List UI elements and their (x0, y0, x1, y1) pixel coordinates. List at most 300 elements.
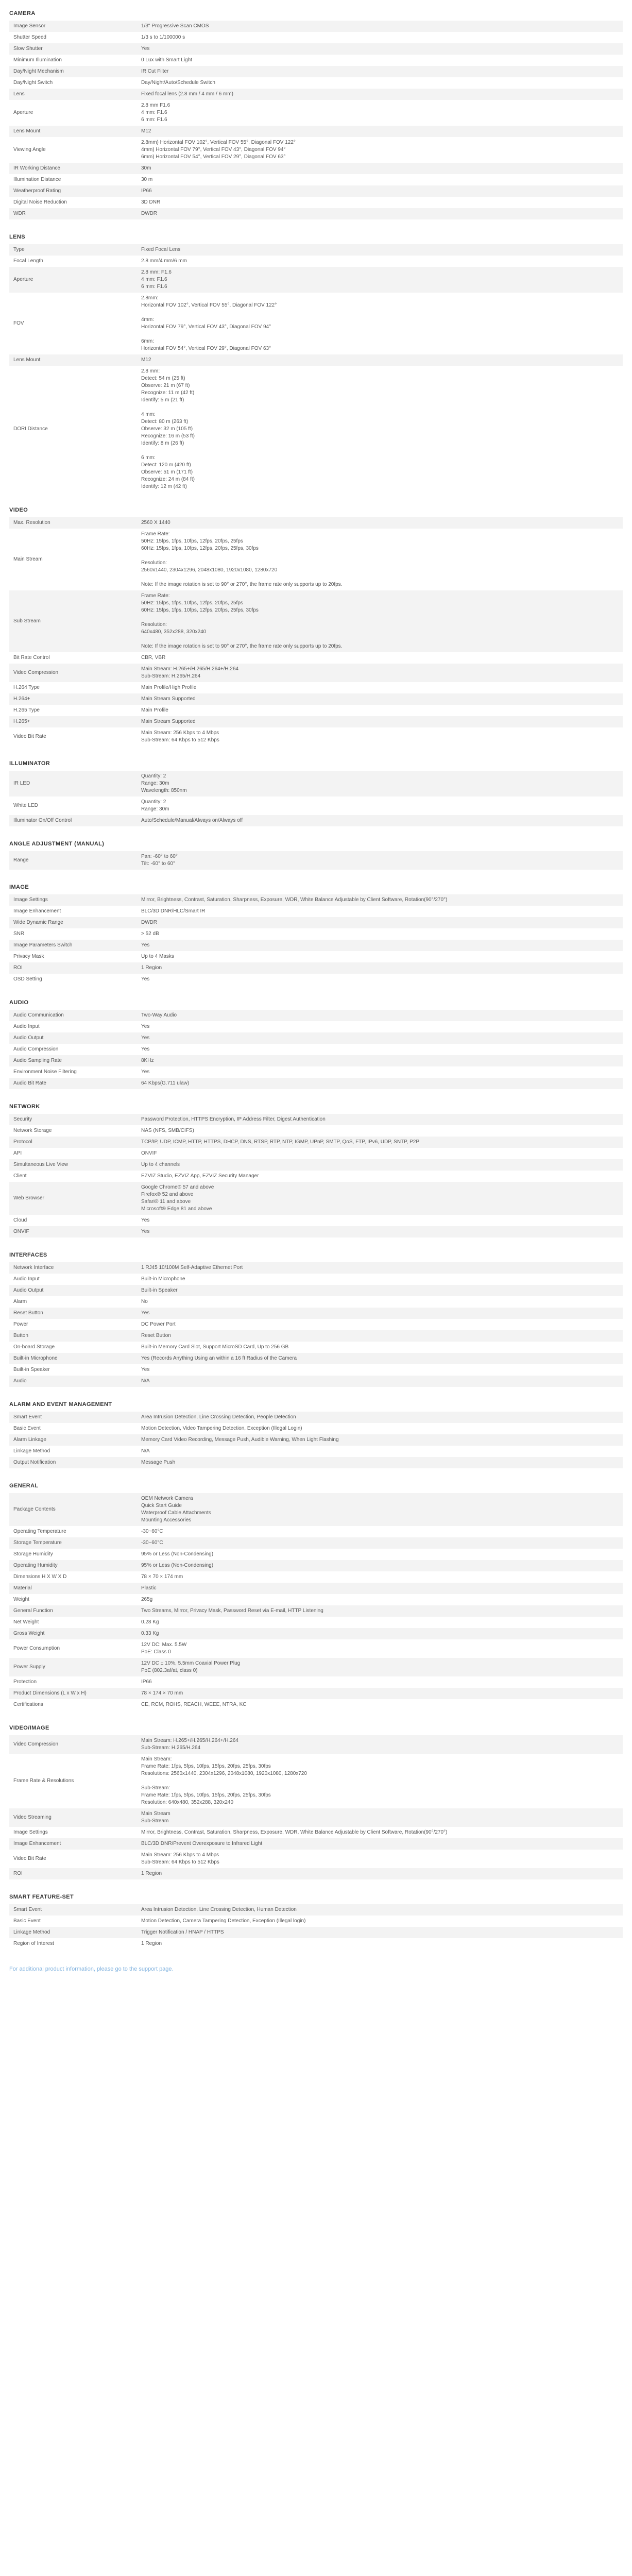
spec-row (9, 951, 623, 962)
spec-label: Certifications (9, 1699, 137, 1710)
spec-label: Operating Temperature (9, 1526, 137, 1537)
spec-row (9, 1226, 623, 1238)
spec-table (9, 517, 623, 746)
spec-value-line: Reset Button (141, 1333, 171, 1338)
spec-value-line: Yes (141, 942, 150, 948)
spec-label: H.265 Type (9, 705, 137, 716)
spec-value-line: Recognize: 24 m (84 ft) (141, 477, 195, 482)
spec-value (137, 126, 623, 137)
spec-row (9, 197, 623, 208)
spec-row (9, 682, 623, 693)
spec-value-line: 2.8mm) Horizontal FOV 102°, Vertical FOV 55°, Diagonal FOV 122° (141, 140, 296, 145)
section-title: NETWORK (9, 1104, 40, 1110)
spec-value-line: 78 × 70 × 174 mm (141, 1574, 183, 1580)
spec-value (137, 529, 623, 590)
spec-row (9, 1319, 623, 1330)
spec-value-line: Note: If the image rotation is set to 90° or 270°, the frame rate only supports up to 20fps. (141, 582, 343, 587)
spec-value-line: Main Stream Supported (141, 719, 196, 724)
spec-value-line: Horizontal FOV 79°, Vertical FOV 43°, Diagonal FOV 94° (141, 324, 271, 330)
spec-row (9, 1583, 623, 1594)
spec-value (137, 1434, 623, 1446)
spec-label: Alarm (9, 1296, 137, 1308)
spec-row (9, 517, 623, 529)
spec-value-line: Area Intrusion Detection, Line Crossing Detection, People Detection (141, 1414, 296, 1420)
spec-label: Privacy Mask (9, 951, 137, 962)
spec-value-line: Frame Rate: 1fps, 5fps, 10fps, 15fps, 20fps, 25fps, 30fps (141, 1792, 271, 1798)
spec-label: WDR (9, 208, 137, 219)
spec-value-line: OEM Network Camera (141, 1496, 193, 1501)
support-link[interactable]: For additional product information, please go to the support page. (9, 1966, 174, 1972)
spec-value-line: Observe: 21 m (67 ft) (141, 383, 190, 388)
spec-value (137, 21, 623, 32)
spec-label: SNR (9, 928, 137, 940)
spec-value (137, 951, 623, 962)
spec-row (9, 1676, 623, 1688)
spec-value-line: Sub-Stream: (141, 1785, 170, 1791)
spec-label: Audio Input (9, 1274, 137, 1285)
spec-row (9, 100, 623, 126)
spec-value (137, 962, 623, 974)
spec-label: Smart Event (9, 1412, 137, 1423)
spec-value-line: 4 mm: F1.6 (141, 277, 167, 282)
spec-value (137, 1549, 623, 1560)
spec-row (9, 77, 623, 89)
spec-label: Built-in Microphone (9, 1353, 137, 1364)
spec-label: Slow Shutter (9, 43, 137, 55)
spec-label: Protection (9, 1676, 137, 1688)
spec-value-line: Built-in Memory Card Slot, Support MicroSD Card, Up to 256 GB (141, 1344, 289, 1350)
spec-value (137, 974, 623, 985)
spec-value-line: 3D DNR (141, 199, 161, 205)
spec-value (137, 1526, 623, 1537)
spec-value-line: Mounting Accessories (141, 1517, 192, 1523)
spec-value-line: Yes (141, 976, 150, 982)
spec-value (137, 1594, 623, 1605)
spec-row (9, 1560, 623, 1571)
spec-value-line: NAS (NFS, SMB/CIFS) (141, 1128, 194, 1133)
spec-label: General Function (9, 1605, 137, 1617)
spec-row (9, 1446, 623, 1457)
spec-row (9, 1066, 623, 1078)
spec-value-line: Resolution: 640x480, 352x288, 320x240 (141, 1800, 234, 1805)
spec-value (137, 1868, 623, 1879)
spec-label: DORI Distance (9, 366, 137, 493)
spec-row (9, 796, 623, 815)
spec-value-line: Motion Detection, Camera Tampering Detection, Exception (Illegal login) (141, 1918, 306, 1924)
spec-row (9, 55, 623, 66)
spec-row (9, 1605, 623, 1617)
spec-row (9, 906, 623, 917)
spec-value (137, 1699, 623, 1710)
spec-label: Video Compression (9, 664, 137, 682)
spec-row (9, 185, 623, 197)
spec-value (137, 1571, 623, 1583)
spec-value-line: Frame Rate: (141, 593, 170, 599)
spec-row (9, 529, 623, 590)
spec-value-line: > 52 dB (141, 931, 159, 937)
spec-value (137, 1148, 623, 1159)
spec-value (137, 1114, 623, 1125)
spec-value-line: PoE (802.3af/at, class 0) (141, 1668, 198, 1673)
spec-value-line: 0 Lux with Smart Light (141, 57, 192, 63)
spec-label: Range (9, 851, 137, 870)
spec-value (137, 1676, 623, 1688)
spec-value-line: 2560x1440, 2304x1296, 2048x1080, 1920x1080, 1280x720 (141, 567, 278, 573)
spec-value-line: 2.8mm: (141, 295, 159, 301)
spec-label: Storage Humidity (9, 1549, 137, 1560)
spec-value-line: Safari® 11 and above (141, 1199, 191, 1205)
spec-row (9, 962, 623, 974)
spec-row (9, 1078, 623, 1089)
spec-label: ROI (9, 1868, 137, 1879)
spec-row (9, 940, 623, 951)
spec-label: Reset Button (9, 1308, 137, 1319)
spec-value (137, 137, 623, 163)
spec-row (9, 1044, 623, 1055)
spec-value-line: 60Hz: 15fps, 1fps, 10fps, 12fps, 20fps, 25fps, 30fps (141, 607, 259, 613)
spec-value (137, 267, 623, 293)
spec-value (137, 1639, 623, 1658)
spec-value (137, 89, 623, 100)
spec-section-angle-adjustment-manual (9, 839, 623, 870)
spec-row (9, 293, 623, 354)
spec-value-line: -30~60°C (141, 1529, 163, 1534)
section-title: SMART FEATURE-SET (9, 1894, 74, 1900)
spec-value-line: Main Stream Supported (141, 696, 196, 702)
spec-row (9, 66, 623, 77)
spec-value-line (141, 574, 619, 581)
spec-row (9, 851, 623, 870)
spec-value-line: Day/Night/Auto/Schedule Switch (141, 80, 215, 86)
spec-value (137, 1827, 623, 1838)
spec-table (9, 1735, 623, 1879)
spec-label: Video Bit Rate (9, 727, 137, 746)
spec-value-line: Two Streams, Mirror, Privacy Mask, Password Reset via E-mail, HTTP Listening (141, 1608, 323, 1614)
spec-label: Weight (9, 1594, 137, 1605)
spec-row (9, 32, 623, 43)
spec-value-line: 0.28 Kg (141, 1619, 159, 1625)
spec-value-line (141, 552, 619, 560)
section-title: VIDEO (9, 507, 28, 513)
spec-row (9, 1032, 623, 1044)
spec-label: Illuminator On/Off Control (9, 815, 137, 826)
spec-value (137, 1658, 623, 1676)
spec-value-line (141, 309, 619, 316)
spec-value (137, 1808, 623, 1827)
spec-value-line: Auto/Schedule/Manual/Always on/Always off (141, 818, 243, 823)
spec-value-line: 4 mm: (141, 412, 156, 417)
spec-value-line: Note: If the image rotation is set to 90° or 270°, the frame rate only supports up to 20fps. (141, 643, 343, 649)
spec-row (9, 1159, 623, 1171)
spec-row (9, 1274, 623, 1285)
spec-row (9, 1262, 623, 1274)
spec-value-line: Plastic (141, 1585, 157, 1591)
spec-value (137, 693, 623, 705)
spec-value (137, 1423, 623, 1434)
spec-value-line: 95% or Less (Non-Condensing) (141, 1563, 214, 1568)
spec-row (9, 1364, 623, 1376)
spec-value-line: PoE: Class 0 (141, 1649, 171, 1655)
spec-value (137, 1628, 623, 1639)
spec-value-line: 4mm) Horizontal FOV 79°, Vertical FOV 43°, Diagonal FOV 94° (141, 147, 286, 152)
spec-value-line: Microsoft® Edge 81 and above (141, 1206, 212, 1212)
spec-value-line: 0.33 Kg (141, 1631, 159, 1636)
spec-label: Lens (9, 89, 137, 100)
spec-label: IR LED (9, 771, 137, 796)
spec-value (137, 1412, 623, 1423)
spec-value-line: Horizontal FOV 102°, Vertical FOV 55°, Diagonal FOV 122° (141, 302, 277, 308)
spec-row (9, 1688, 623, 1699)
spec-value (137, 928, 623, 940)
spec-row (9, 43, 623, 55)
spec-value (137, 705, 623, 716)
spec-row (9, 705, 623, 716)
spec-section-interfaces (9, 1250, 623, 1387)
spec-label: Gross Weight (9, 1628, 137, 1639)
spec-section-camera (9, 8, 623, 219)
spec-value (137, 1850, 623, 1868)
spec-label: FOV (9, 293, 137, 354)
spec-value-line: DWDR (141, 920, 158, 925)
spec-value (137, 1537, 623, 1549)
spec-value-line: EZVIZ Studio, EZVIZ App, EZVIZ Security Manager (141, 1173, 259, 1179)
spec-value-line: BLC/3D DNR/HLC/Smart IR (141, 908, 206, 914)
spec-value (137, 1927, 623, 1938)
spec-label: Image Enhancement (9, 906, 137, 917)
spec-label: Power (9, 1319, 137, 1330)
spec-value (137, 652, 623, 664)
spec-row (9, 1021, 623, 1032)
spec-row (9, 1353, 623, 1364)
spec-value (137, 1353, 623, 1364)
spec-label: Lens Mount (9, 126, 137, 137)
spec-label: Network Storage (9, 1125, 137, 1137)
spec-value-line: N/A (141, 1378, 150, 1384)
spec-section-video (9, 505, 623, 746)
spec-label: Video Compression (9, 1735, 137, 1754)
spec-value-line: Main Stream: 256 Kbps to 4 Mbps (141, 1852, 219, 1858)
spec-label: Max. Resolution (9, 517, 137, 529)
spec-value-line: IP66 (141, 1679, 152, 1685)
spec-value-line: 2560 X 1440 (141, 520, 170, 526)
spec-value (137, 366, 623, 493)
spec-value (137, 1078, 623, 1089)
spec-value (137, 1446, 623, 1457)
spec-value-line: CE, RCM, ROHS, REACH, WEEE, NTRA, KC (141, 1702, 247, 1707)
spec-label: Operating Humidity (9, 1560, 137, 1571)
spec-row (9, 1850, 623, 1868)
spec-value-line: Sub-Stream (141, 1818, 169, 1824)
spec-value-line: Yes (Records Anything Using an within a 16 ft Radius of the Camera (141, 1355, 297, 1361)
spec-value (137, 1364, 623, 1376)
spec-value-line (141, 636, 619, 643)
spec-label: Network Interface (9, 1262, 137, 1274)
spec-value (137, 32, 623, 43)
spec-table (9, 894, 623, 985)
spec-label: Lens Mount (9, 354, 137, 366)
spec-value-line: Tilt: -60° to 60° (141, 861, 175, 867)
spec-value (137, 1215, 623, 1226)
spec-label: Illumination Distance (9, 174, 137, 185)
spec-label: API (9, 1148, 137, 1159)
spec-value (137, 1688, 623, 1699)
spec-label: Net Weight (9, 1617, 137, 1628)
spec-value-line: Frame Rate: (141, 531, 170, 537)
spec-value (137, 664, 623, 682)
spec-value-line: N/A (141, 1448, 150, 1454)
spec-value (137, 771, 623, 796)
spec-value (137, 174, 623, 185)
spec-label: Frame Rate & Resolutions (9, 1754, 137, 1808)
spec-row (9, 1904, 623, 1916)
spec-label: Protocol (9, 1137, 137, 1148)
spec-row (9, 1838, 623, 1850)
spec-value-line: Quantity: 2 (141, 799, 166, 805)
spec-value-line: TCP/IP, UDP, ICMP, HTTP, HTTPS, DHCP, DNS, RTSP, RTP, NTP, IGMP, UPnP, SMTP, QoS, FTP, IPv6, UDP, SNTP, P2P (141, 1139, 420, 1145)
spec-value (137, 77, 623, 89)
spec-section-video-image (9, 1723, 623, 1879)
spec-row (9, 652, 623, 664)
spec-value-line: -30~60°C (141, 1540, 163, 1546)
spec-value (137, 1010, 623, 1021)
spec-value-line: 30m (141, 165, 151, 171)
spec-label: Audio Input (9, 1021, 137, 1032)
spec-value (137, 716, 623, 727)
spec-row (9, 928, 623, 940)
spec-label: Cloud (9, 1215, 137, 1226)
spec-value-line: No (141, 1299, 148, 1304)
spec-row (9, 917, 623, 928)
spec-value-line: Mirror, Brightness, Contrast, Saturation, Sharpness, Exposure, WDR, White Balance Adjustable by Client Software, Rotation(90°/270°) (141, 1829, 448, 1835)
spec-label: Image Enhancement (9, 1838, 137, 1850)
spec-value-line: BLC/3D DNR/Prevent Overexposure to Infrared Light (141, 1841, 263, 1846)
spec-section-audio (9, 997, 623, 1089)
spec-row (9, 1658, 623, 1676)
spec-row (9, 1330, 623, 1342)
spec-value-line: Message Push (141, 1460, 176, 1465)
spec-label: Focal Length (9, 256, 137, 267)
spec-row (9, 1010, 623, 1021)
spec-value-line: ONVIF (141, 1150, 157, 1156)
spec-value-line: Main Stream: H.265+/H.265/H.264+/H.264 (141, 1738, 238, 1743)
spec-value-line: DC Power Port (141, 1321, 176, 1327)
spec-row (9, 1868, 623, 1879)
spec-value-line: Main Stream: 256 Kbps to 4 Mbps (141, 730, 219, 736)
spec-row (9, 1148, 623, 1159)
spec-value-line: Main Profile/High Profile (141, 685, 197, 690)
spec-value (137, 917, 623, 928)
spec-row (9, 354, 623, 366)
spec-row (9, 163, 623, 174)
spec-value-line: 1 RJ45 10/100M Self-Adaptive Ethernet Port (141, 1265, 243, 1270)
spec-row (9, 1938, 623, 1950)
spec-row (9, 590, 623, 652)
spec-label: On-board Storage (9, 1342, 137, 1353)
spec-row (9, 1808, 623, 1827)
spec-value-line: 12V DC: Max. 5.5W (141, 1642, 187, 1648)
spec-row (9, 1457, 623, 1468)
spec-value-line (141, 331, 619, 338)
spec-value-line: 60Hz: 15fps, 1fps, 10fps, 12fps, 20fps, 25fps, 30fps (141, 546, 259, 551)
spec-row (9, 244, 623, 256)
spec-value-line: Yes (141, 1024, 150, 1029)
spec-label: Video Streaming (9, 1808, 137, 1827)
spec-table (9, 1262, 623, 1387)
spec-value (137, 682, 623, 693)
spec-value (137, 1171, 623, 1182)
spec-value (137, 1457, 623, 1468)
section-title: ANGLE ADJUSTMENT (MANUAL) (9, 841, 105, 847)
spec-value-line: 6 mm: F1.6 (141, 284, 167, 290)
spec-value-line: Firefox® 52 and above (141, 1192, 194, 1197)
spec-value-line: Sub-Stream: 64 Kbps to 512 Kbps (141, 737, 219, 743)
spec-value (137, 1044, 623, 1055)
spec-row (9, 21, 623, 32)
spec-value (137, 1560, 623, 1571)
spec-row (9, 1927, 623, 1938)
spec-label: Day/Night Mechanism (9, 66, 137, 77)
spec-label: Material (9, 1583, 137, 1594)
spec-row (9, 1594, 623, 1605)
spec-value-line: Sub-Stream: H.265/H.264 (141, 1745, 201, 1751)
spec-row (9, 366, 623, 493)
spec-label: ROI (9, 962, 137, 974)
spec-value-line: Fixed Focal Lens (141, 247, 181, 252)
spec-value-line: 1 Region (141, 965, 162, 971)
spec-table (9, 1114, 623, 1238)
spec-value-line: 6 mm: F1.6 (141, 117, 167, 123)
spec-value-line: IR Cut Filter (141, 69, 169, 74)
spec-value-line: Range: 30m (141, 806, 169, 812)
spec-label: Dimensions H X W X D (9, 1571, 137, 1583)
spec-label: Basic Event (9, 1916, 137, 1927)
spec-section-general (9, 1481, 623, 1710)
spec-value-line: 1 Region (141, 1871, 162, 1876)
spec-value-line: 6 mm: (141, 455, 156, 461)
spec-row (9, 974, 623, 985)
spec-row (9, 1537, 623, 1549)
spec-value (137, 185, 623, 197)
spec-value (137, 1274, 623, 1285)
spec-row (9, 174, 623, 185)
spec-label: Audio Compression (9, 1044, 137, 1055)
spec-value (137, 43, 623, 55)
spec-row (9, 1617, 623, 1628)
spec-label: Video Bit Rate (9, 1850, 137, 1868)
spec-row (9, 1296, 623, 1308)
spec-label: H.264 Type (9, 682, 137, 693)
spec-value-line: M12 (141, 357, 151, 363)
spec-value (137, 940, 623, 951)
spec-value-line: 12V DC ± 10%, 5.5mm Coaxial Power Plug (141, 1660, 241, 1666)
spec-row (9, 1549, 623, 1560)
spec-label: Linkage Method (9, 1446, 137, 1457)
spec-value-line: IP66 (141, 188, 152, 194)
spec-value-line: 265g (141, 1597, 153, 1602)
spec-row (9, 1628, 623, 1639)
spec-value-line: Yes (141, 1229, 150, 1234)
spec-label: Viewing Angle (9, 137, 137, 163)
spec-section-illuminator (9, 758, 623, 826)
spec-value-line: Detect: 80 m (263 ft) (141, 419, 189, 425)
spec-value-line: Resolution: (141, 560, 167, 566)
spec-value (137, 1904, 623, 1916)
spec-row (9, 894, 623, 906)
spec-label: Basic Event (9, 1423, 137, 1434)
spec-value (137, 1182, 623, 1215)
spec-label: Audio Output (9, 1285, 137, 1296)
spec-value-line: Range: 30m (141, 781, 169, 786)
